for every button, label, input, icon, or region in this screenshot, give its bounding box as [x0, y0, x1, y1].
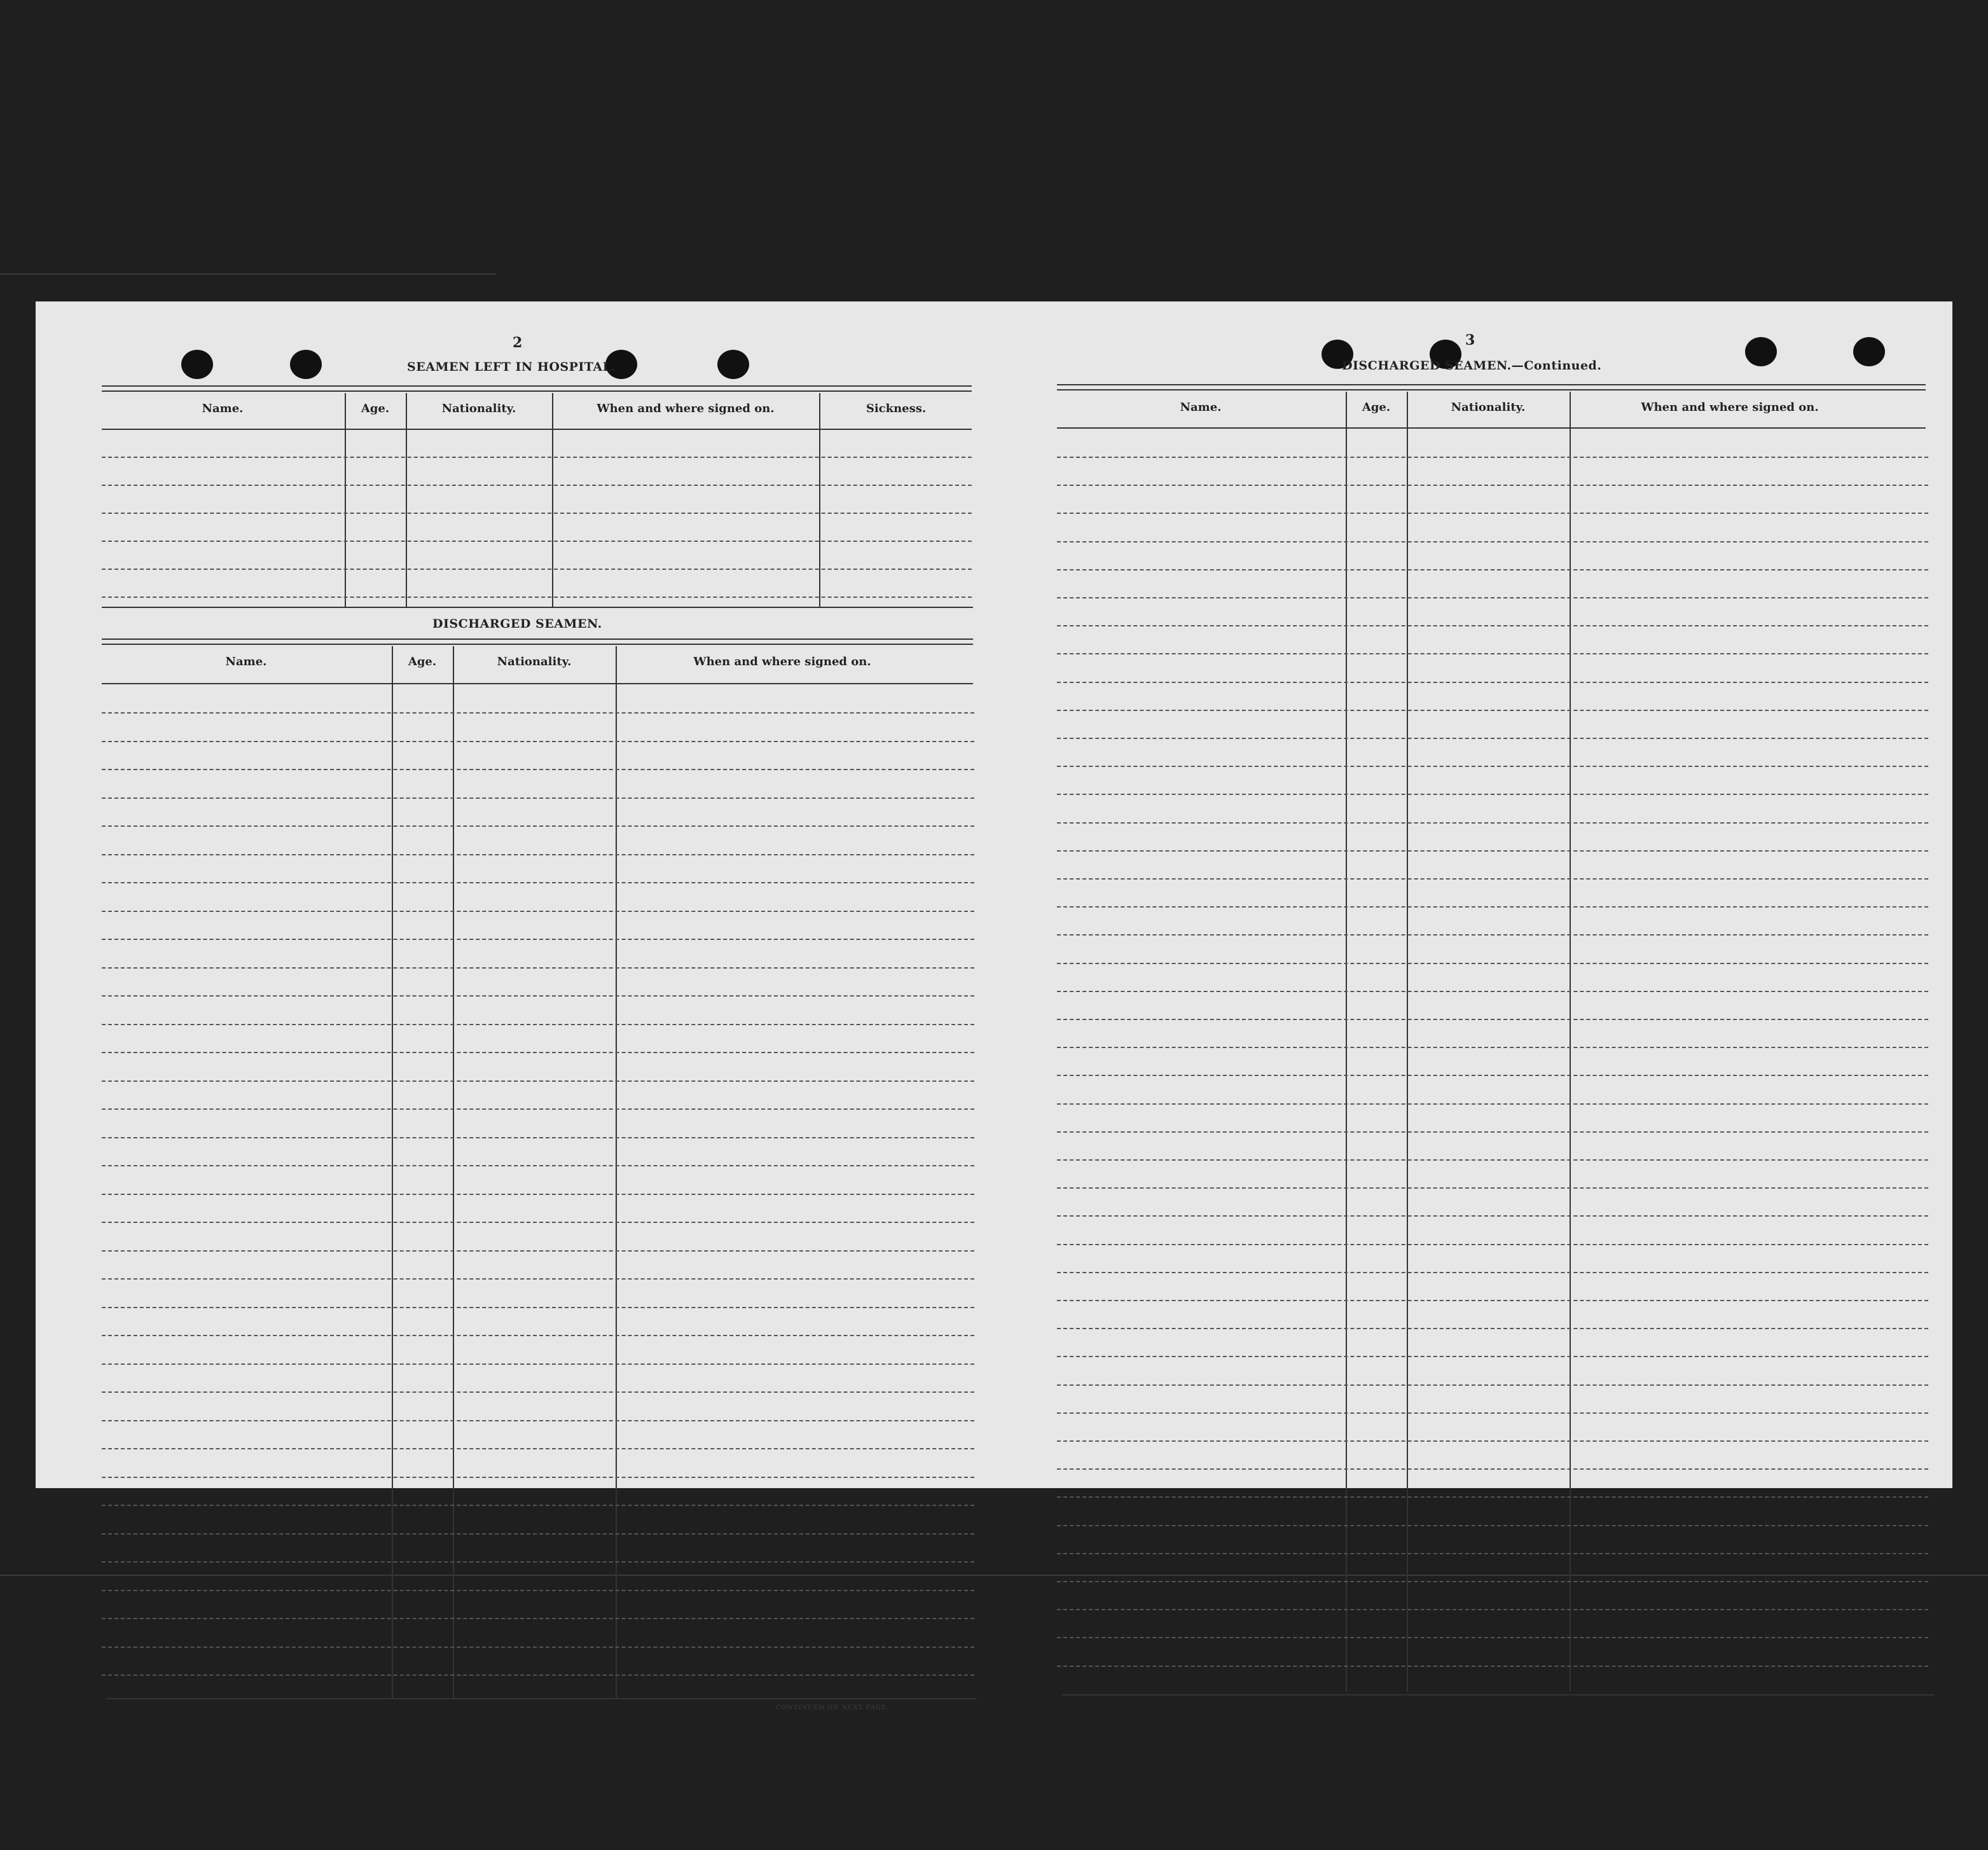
entry-line	[1057, 738, 1928, 739]
entry-line	[1057, 794, 1928, 795]
entry-line	[102, 1448, 974, 1449]
entry-line	[102, 1222, 974, 1223]
right-top-rule	[1057, 389, 1926, 390]
entry-line	[1057, 1047, 1928, 1048]
entry-line	[102, 1674, 974, 1676]
discharged-top-rule	[102, 639, 973, 640]
hospital-col-sickness: Sickness.	[866, 402, 927, 415]
right-top-rule	[1057, 384, 1926, 385]
entry-line	[1057, 878, 1928, 880]
entry-line	[102, 967, 974, 969]
entry-line	[102, 1250, 974, 1252]
discharged-col-signed-on: When and where signed on.	[693, 655, 871, 668]
entry-line	[102, 939, 974, 940]
entry-line	[1057, 1244, 1928, 1245]
entry-line	[1057, 963, 1928, 964]
entry-line	[1057, 1019, 1928, 1020]
hospital-entry-line	[102, 597, 972, 598]
entry-line	[1057, 1300, 1928, 1301]
right-section-title: DISCHARGED SEAMEN.—Continued.	[1342, 359, 1602, 373]
entry-line	[1057, 1468, 1928, 1470]
hospital-col-nationality: Nationality.	[441, 402, 516, 415]
hospital-entry-line	[102, 513, 972, 514]
entry-line	[102, 1024, 974, 1025]
hospital-col-age: Age.	[361, 402, 390, 415]
discharged-col-divider	[453, 646, 454, 1699]
entry-line	[102, 854, 974, 855]
form-spread	[36, 301, 1952, 1711]
right-col-signed-on: When and where signed on.	[1641, 401, 1819, 414]
entry-line	[102, 1618, 974, 1619]
entry-line	[102, 1590, 974, 1591]
right-col-name: Name.	[1180, 401, 1222, 414]
entry-line	[1057, 1159, 1928, 1161]
entry-line	[102, 1052, 974, 1053]
continued-note: CONTINUED ON NEXT PAGE.	[776, 1704, 890, 1711]
left-bottom-rule	[106, 1698, 977, 1699]
entry-line	[1057, 934, 1928, 935]
entry-line	[102, 769, 974, 770]
right-col-age: Age.	[1362, 401, 1391, 414]
hospital-col-divider	[406, 393, 407, 607]
punch-hole	[717, 350, 749, 379]
entry-line	[102, 1363, 974, 1365]
entry-line	[1057, 1384, 1928, 1386]
scan-edge-bottom	[0, 1575, 1988, 1576]
entry-line	[102, 1533, 974, 1535]
discharged-top-rule	[102, 644, 973, 645]
entry-line	[1057, 991, 1928, 992]
entry-line	[1057, 1553, 1928, 1554]
hospital-section-title: SEAMEN LEFT IN HOSPITAL.	[407, 360, 616, 374]
hospital-entry-line	[102, 569, 972, 570]
entry-line	[1057, 1131, 1928, 1133]
entry-line	[1057, 1075, 1928, 1076]
entry-line	[1057, 766, 1928, 767]
entry-line	[1057, 1666, 1928, 1667]
entry-line	[102, 1080, 974, 1082]
entry-line	[1057, 1187, 1928, 1189]
hospital-entry-line	[102, 541, 972, 542]
entry-line	[102, 1505, 974, 1506]
entry-line	[1057, 597, 1928, 598]
entry-line	[102, 995, 974, 997]
discharged-col-divider	[616, 646, 617, 1699]
entry-line	[1057, 1328, 1928, 1329]
hospital-top-rule	[102, 390, 972, 392]
entry-line	[1057, 1440, 1928, 1442]
entry-line	[1057, 485, 1928, 486]
hospital-entry-line	[102, 457, 972, 458]
discharged-col-name: Name.	[225, 655, 267, 668]
right-col-nationality: Nationality.	[1451, 401, 1526, 414]
entry-line	[102, 1561, 974, 1563]
discharged-section-title: DISCHARGED SEAMEN.	[432, 617, 602, 631]
entry-line	[102, 1137, 974, 1138]
entry-line	[1057, 1215, 1928, 1217]
entry-line	[102, 1194, 974, 1195]
entry-line	[1057, 682, 1928, 683]
hospital-col-name: Name.	[202, 402, 244, 415]
entry-line	[1057, 1356, 1928, 1357]
entry-line	[102, 882, 974, 883]
discharged-col-divider	[392, 646, 393, 1699]
entry-line	[1057, 1581, 1928, 1582]
punch-hole	[290, 350, 322, 379]
scan-edge-top	[0, 273, 496, 275]
entry-line	[102, 1420, 974, 1421]
entry-line	[102, 1335, 974, 1336]
entry-line	[1057, 1525, 1928, 1526]
entry-line	[1057, 1496, 1928, 1498]
entry-line	[102, 741, 974, 742]
punch-hole	[181, 350, 213, 379]
left-page-number: 2	[513, 335, 523, 351]
entry-line	[1057, 569, 1928, 570]
entry-line	[102, 1477, 974, 1478]
hospital-bottom-rule	[102, 607, 973, 608]
entry-line	[1057, 1272, 1928, 1273]
entry-line	[1057, 513, 1928, 514]
hospital-header-rule	[102, 429, 972, 430]
entry-line	[1057, 850, 1928, 852]
entry-line	[1057, 1103, 1928, 1105]
entry-line	[102, 1165, 974, 1166]
discharged-header-rule	[102, 683, 973, 684]
entry-line	[1057, 1412, 1928, 1414]
entry-line	[102, 1646, 974, 1648]
entry-line	[102, 797, 974, 799]
hospital-top-rule	[102, 385, 972, 387]
entry-line	[1057, 457, 1928, 458]
entry-line	[102, 911, 974, 912]
punch-hole	[1853, 337, 1885, 366]
entry-line	[1057, 653, 1928, 654]
entry-line	[1057, 541, 1928, 542]
entry-line	[102, 1391, 974, 1393]
entry-line	[102, 1307, 974, 1308]
hospital-col-divider	[819, 393, 820, 607]
right-bottom-rule	[1062, 1694, 1935, 1695]
punch-hole	[1745, 337, 1777, 366]
entry-line	[1057, 625, 1928, 626]
hospital-col-signed-on: When and where signed on.	[597, 402, 775, 415]
entry-line	[1057, 822, 1928, 824]
right-header-rule	[1057, 427, 1926, 429]
entry-line	[102, 712, 974, 714]
entry-line	[102, 1108, 974, 1110]
right-page-number: 3	[1465, 332, 1475, 349]
entry-line	[102, 1278, 974, 1280]
entry-line	[102, 825, 974, 827]
entry-line	[1057, 1609, 1928, 1610]
hospital-entry-line	[102, 485, 972, 486]
hospital-col-divider	[552, 393, 553, 607]
hospital-col-divider	[345, 393, 346, 607]
entry-line	[1057, 710, 1928, 711]
discharged-col-nationality: Nationality.	[497, 655, 572, 668]
entry-line	[1057, 906, 1928, 908]
discharged-col-age: Age.	[408, 655, 437, 668]
entry-line	[1057, 1637, 1928, 1638]
